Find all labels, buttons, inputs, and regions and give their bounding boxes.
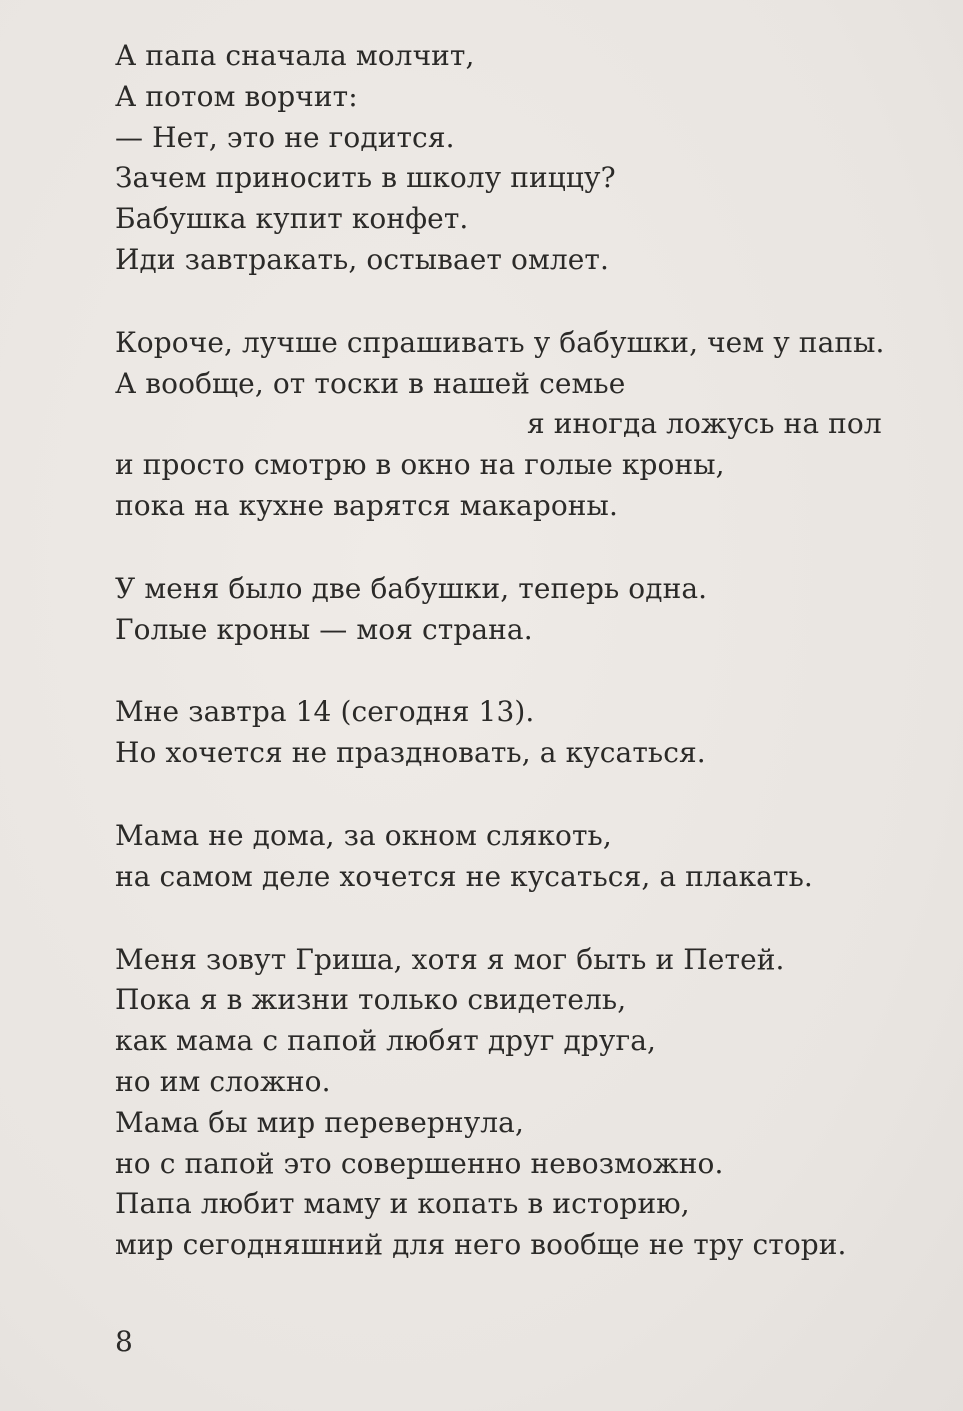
poem-line: А потом ворчит: — [115, 79, 358, 113]
stanza-4 — [115, 692, 935, 774]
poem-line: Иди завтракать, остывает омлет. — [115, 242, 610, 276]
poem-line: — Нет, это не годится. — [115, 120, 455, 154]
stanza-2 — [115, 323, 935, 527]
poem-line: Голые кроны — моя страна. — [115, 612, 533, 646]
poem-line: и просто смотрю в окно на голые кроны, — [115, 448, 725, 482]
poem-line: пока на кухне варятся макароны. — [115, 488, 618, 522]
poem-text — [115, 36, 935, 1308]
poem-line: Короче, лучше спрашивать у бабушки, чем у папы. — [115, 325, 885, 359]
poem-line: Пока я в жизни только свидетель, — [115, 983, 627, 1017]
stanza-6 — [115, 940, 935, 1266]
poem-line: Папа любит маму и копать в историю, — [115, 1187, 690, 1221]
poem-line: А вообще, от тоски в нашей семье — [115, 366, 626, 400]
poem-line: но им сложно. — [115, 1064, 331, 1098]
poem-line: на самом деле хочется не кусаться, а плакать. — [115, 859, 813, 893]
stanza-3 — [115, 569, 935, 651]
poem-line: Мама бы мир перевернула, — [115, 1105, 524, 1139]
poem-line: У меня было две бабушки, теперь одна. — [115, 571, 708, 605]
poem-line: А папа сначала молчит, — [115, 39, 475, 72]
page-number: 8 — [115, 1325, 133, 1358]
poem-line: как мама с папой любят друг друга, — [115, 1024, 657, 1058]
poem-line: Но хочется не праздновать, а кусаться. — [115, 736, 706, 770]
stanza-1 — [115, 36, 935, 281]
poem-line: Бабушка купит конфет. — [115, 202, 469, 236]
poem-line: Мне завтра 14 (сегодня 13). — [115, 695, 535, 729]
poem-line: Зачем приносить в школу пиццу? — [115, 161, 616, 195]
poem-line: Меня зовут Гриша, хотя я мог быть и Петей. — [115, 942, 785, 976]
poem-line: но с папой это совершенно невозможно. — [115, 1146, 724, 1180]
poem-line-indented: я иногда ложусь на пол — [527, 407, 882, 441]
poem-line: Мама не дома, за окном слякоть, — [115, 818, 612, 852]
poem-line: мир сегодняшний для него вообще не тру стори. — [115, 1228, 847, 1262]
stanza-5 — [115, 816, 935, 898]
